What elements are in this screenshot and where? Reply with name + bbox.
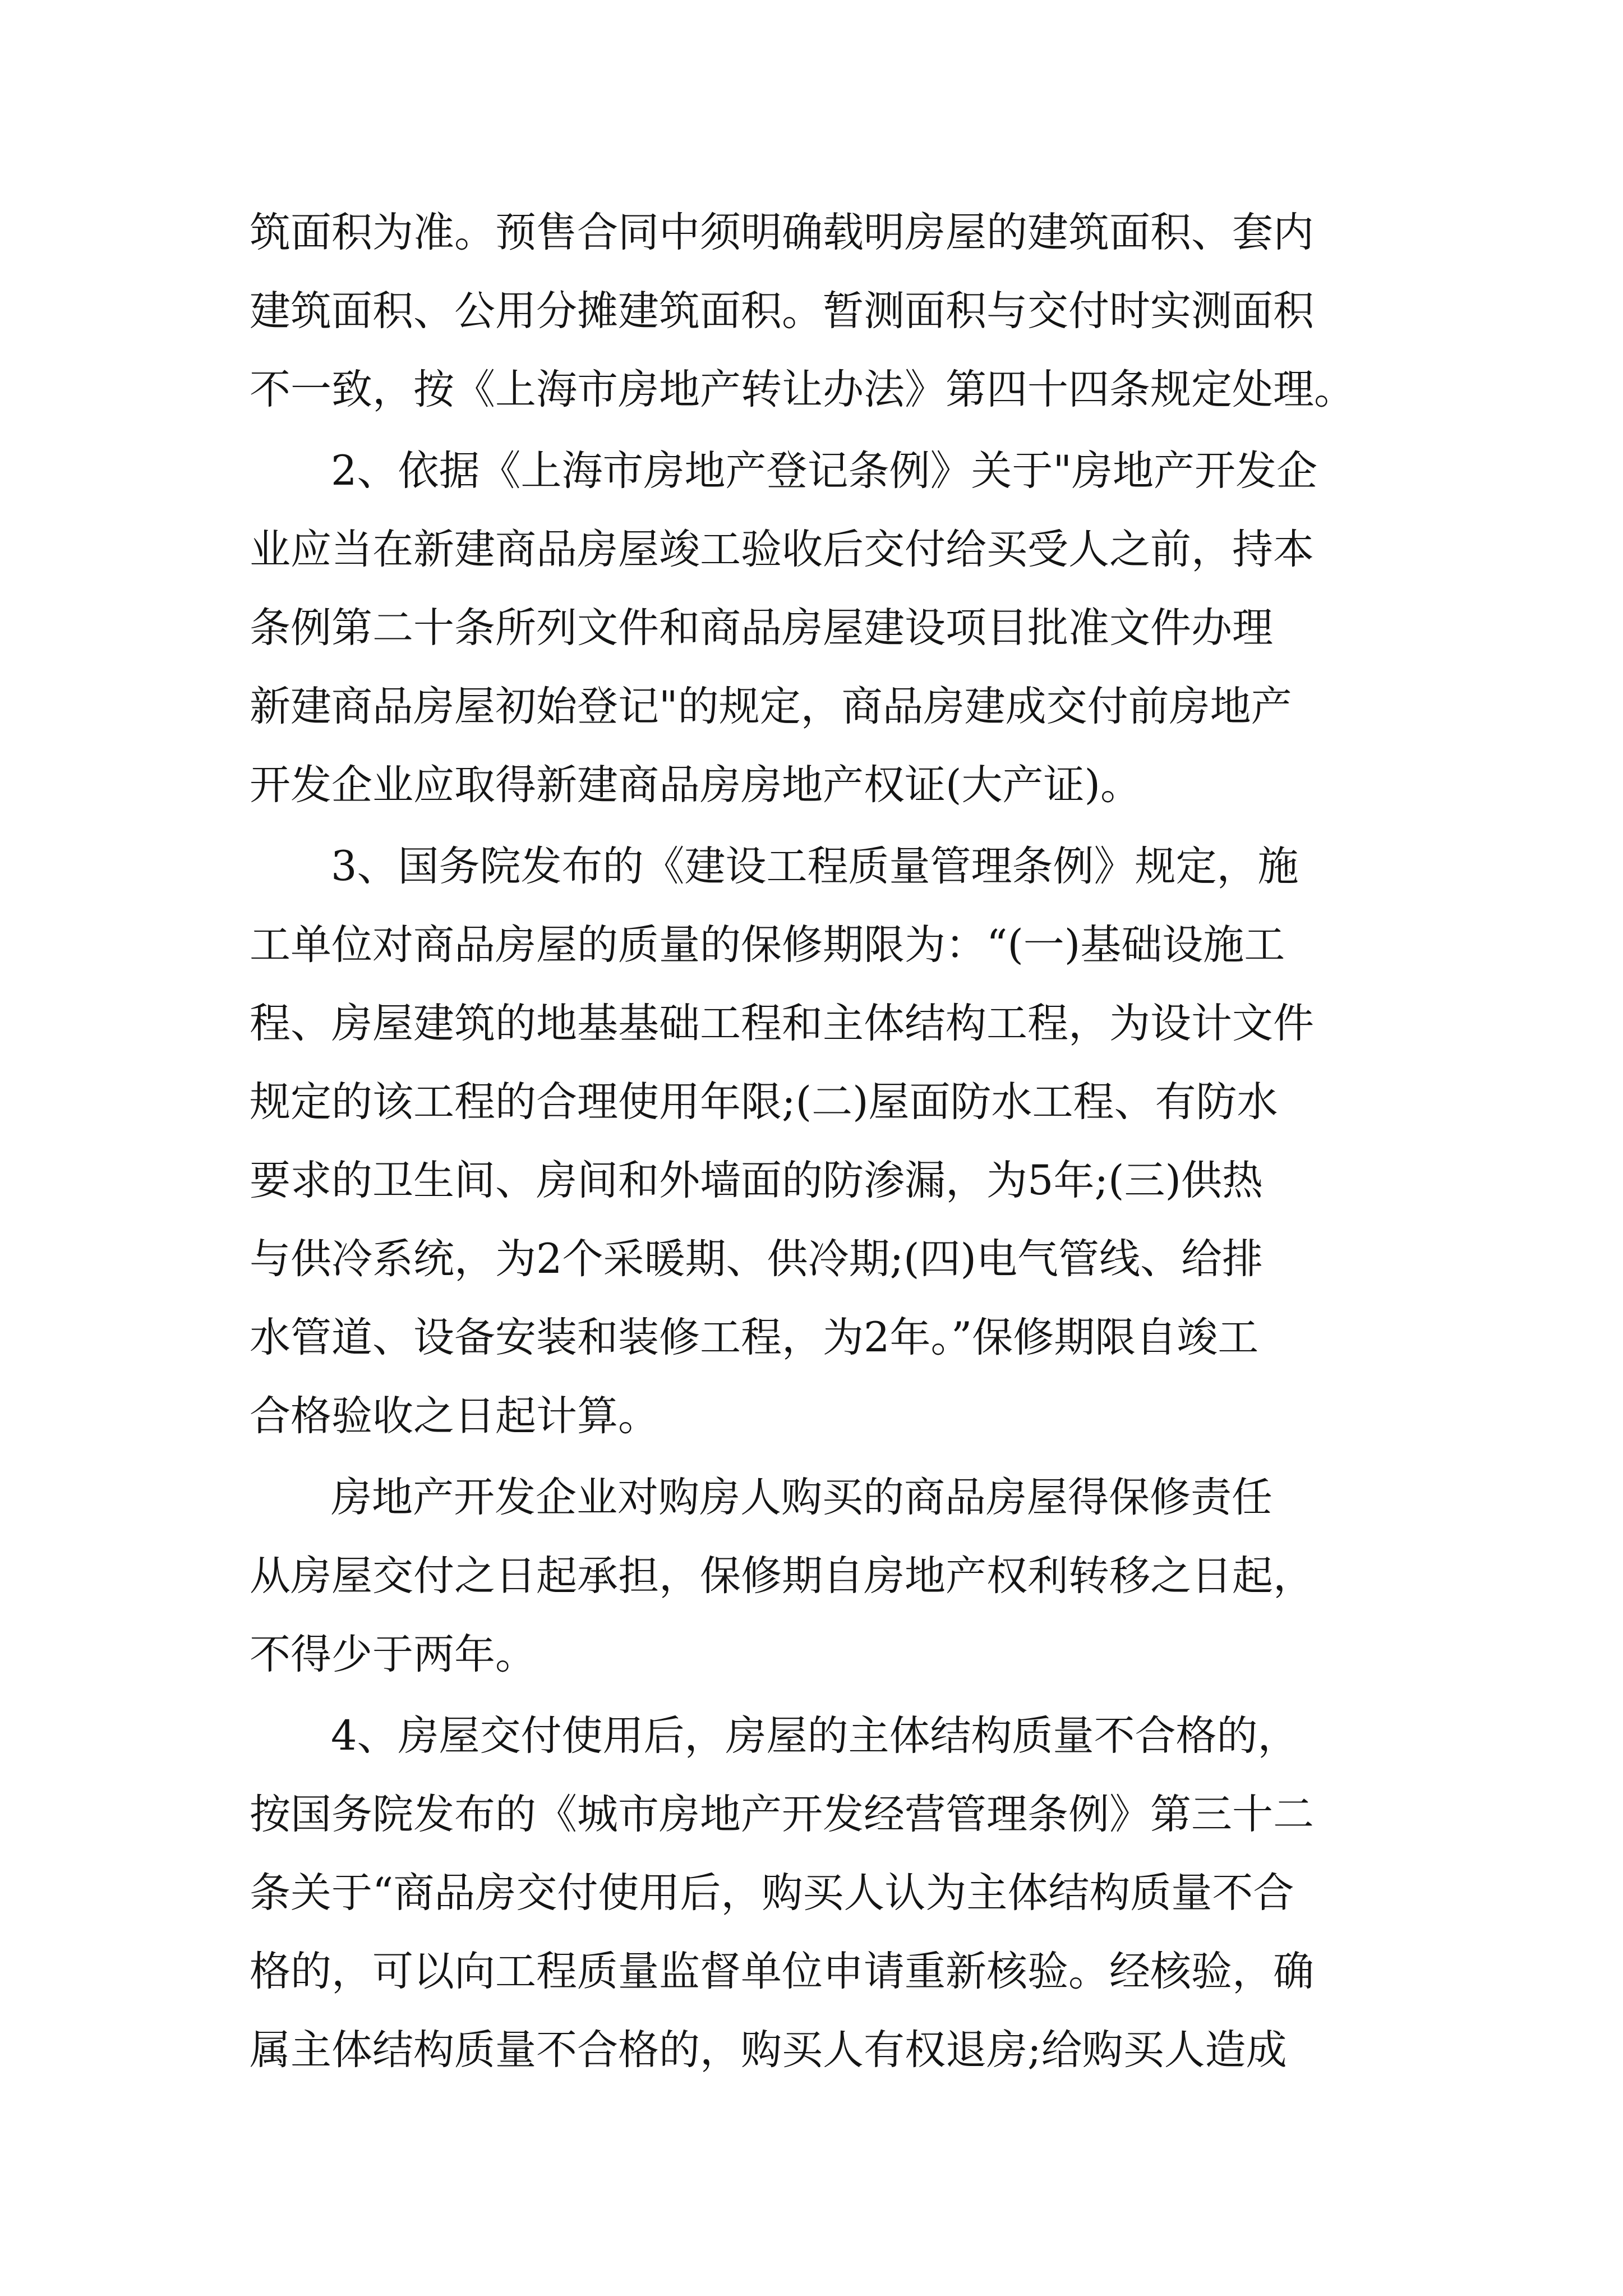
text-line: 属主体结构质量不合格的，购买人有权退房;给购买人造成: [250, 2026, 1287, 2074]
text-line: 规定的该工程的合理使用年限;(二)屋面防水工程、有防水: [250, 1078, 1278, 1126]
text-line: 要求的卫生间、房间和外墙面的防渗漏，为5年;(三)供热: [250, 1157, 1263, 1204]
text-line: 工单位对商品房屋的质量的保修期限为：“(一)基础设施工: [250, 921, 1285, 969]
text-line: 3、国务院发布的《建设工程质量管理条例》规定，施: [331, 843, 1299, 890]
text-line: 水管道、设备安装和装修工程，为2年。”保修期限自竣工: [250, 1314, 1259, 1361]
text-line: 不得少于两年。: [250, 1631, 536, 1678]
text-line: 格的，可以向工程质量监督单位申请重新核验。经核验，确: [250, 1948, 1314, 1995]
text-line: 业应当在新建商品房屋竣工验收后交付给买受人之前，持本: [250, 526, 1314, 573]
text-line: 与供冷系统，为2个采暖期、供冷期;(四)电气管线、给排: [250, 1235, 1263, 1283]
text-line: 2、依据《上海市房地产登记条例》关于"房地产开发企: [331, 447, 1318, 495]
text-line: 筑面积为准。预售合同中须明确载明房屋的建筑面积、套内: [250, 209, 1314, 256]
text-line: 程、房屋建筑的地基基础工程和主体结构工程，为设计文件: [250, 1000, 1314, 1047]
text-line: 按国务院发布的《城市房地产开发经营管理条例》第三十二: [250, 1791, 1314, 1838]
text-line: 新建商品房屋初始登记"的规定，商品房建成交付前房地产: [250, 683, 1292, 730]
text-line: 建筑面积、公用分摊建筑面积。暂测面积与交付时实测面积: [250, 287, 1314, 335]
text-line: 合格验收之日起计算。: [250, 1392, 659, 1440]
text-line: 从房屋交付之日起承担，保修期自房地产权利转移之日起，: [250, 1552, 1314, 1600]
text-line: 条关于“商品房交付使用后，购买人认为主体结构质量不合: [250, 1869, 1294, 1917]
text-line: 开发企业应取得新建商品房房地产权证(大产证)。: [250, 761, 1141, 809]
text-line: 房地产开发企业对购房人购买的商品房屋得保修责任: [331, 1474, 1272, 1521]
text-line: 4、房屋交付使用后，房屋的主体结构质量不合格的，: [331, 1712, 1299, 1760]
text-line: 条例第二十条所列文件和商品房屋建设项目批准文件办理: [250, 604, 1273, 652]
text-line: 不一致，按《上海市房地产转让办法》第四十四条规定处理。: [250, 366, 1355, 413]
